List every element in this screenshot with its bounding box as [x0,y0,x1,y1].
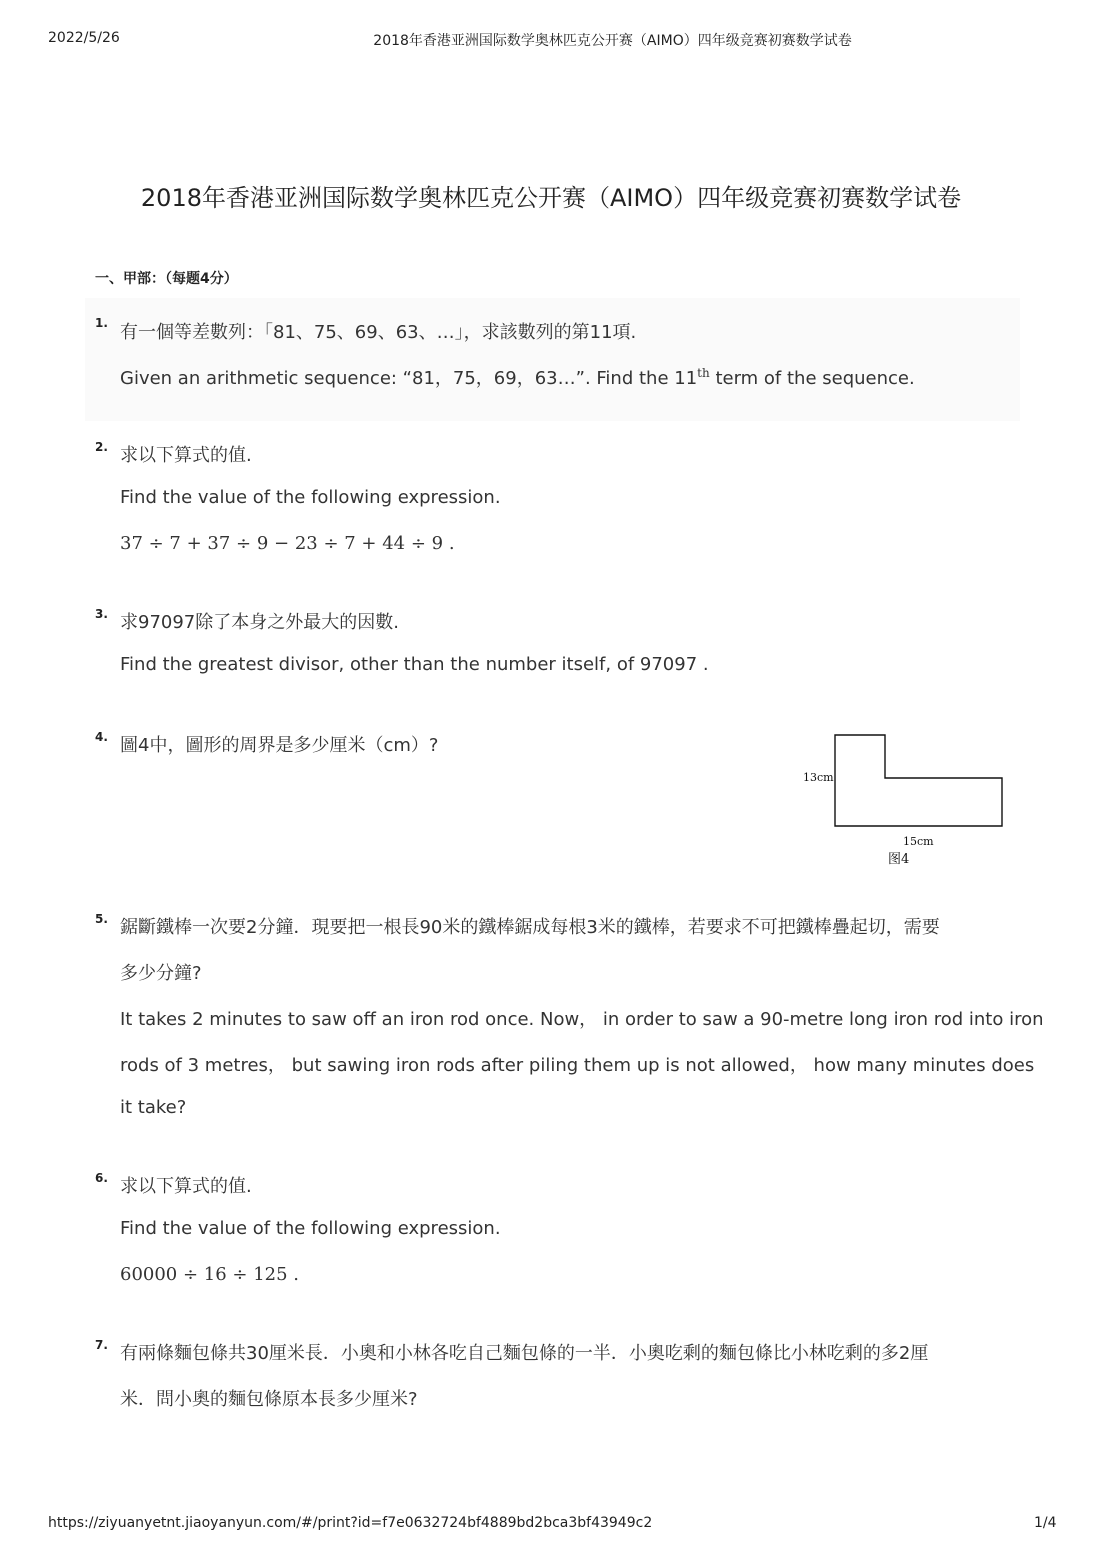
page-title: 2018年香港亚洲国际数学奥林匹克公开赛（AIMO）四年级竞赛初赛数学试卷 [140,184,962,212]
width-label: 15cm [903,835,934,848]
question-text-zh: 求以下算式的值. [120,445,252,466]
question-number: 6. [95,1171,108,1185]
l-shape-outline [835,735,1002,826]
question-text-en: It takes 2 minutes to saw off an iron rod once. Now， in order to saw a 90-metre long iron rod into iron [120,1009,1044,1030]
question-text-en: Find the greatest divisor, other than the number itself, of 97097 . [120,654,709,675]
question-text-en: rods of 3 metres， but sawing iron rods after piling them up is not allowed， how many minutes does [120,1055,1035,1076]
question-text-en: Given an arithmetic sequence: “81，75，69，63…”. Find the 11th term of the sequence. [120,366,915,389]
question-text-zh: 有一個等差數列：「81、75、69、63、…」，求該數列的第11項. [120,322,637,343]
question-text-zh: 求97097除了本身之外最大的因數. [120,612,399,633]
section-heading: 一、甲部：（每题4分） [95,271,238,287]
question-text-zh: 求以下算式的值. [120,1176,252,1197]
question-text-zh: 鋸斷鐵棒一次要2分鐘．現要把一根長90米的鐵棒鋸成每根3米的鐵棒，若要求不可把鐵棒疊起切，需要 [120,917,940,938]
math-expression: 37 ÷ 7 + 37 ÷ 9 − 23 ÷ 7 + 44 ÷ 9 . [120,533,455,554]
math-expression: 60000 ÷ 16 ÷ 125 . [120,1264,300,1285]
print-header-title: 2018年香港亚洲国际数学奥林匹克公开赛（AIMO）四年级竞赛初赛数学试卷 [373,33,852,49]
print-date: 2022/5/26 [48,30,120,46]
question-text-zh: 有兩條麵包條共30厘米長．小奧和小林各吃自己麵包條的一半．小奧吃剩的麵包條比小林吃剩的多2厘 [120,1343,929,1364]
figure-4-l-shape [795,725,1015,870]
question-number: 5. [95,912,108,926]
question-text-en: Find the value of the following expression. [120,1218,501,1239]
question-text-zh: 圖4中，圖形的周界是多少厘米（cm）? [120,735,439,756]
question-number: 3. [95,607,108,621]
question-1-highlight [85,298,1020,421]
question-number: 2. [95,440,108,454]
print-url: https://ziyuanyetnt.jiaoyanyun.com/#/print?id=f7e0632724bf4889bd2bca3bf43949c2 [48,1515,653,1531]
question-text-en: it take? [120,1097,187,1118]
question-number: 7. [95,1338,108,1352]
question-number: 1. [95,316,108,330]
figure-caption: 图4 [888,852,910,867]
question-number: 4. [95,730,108,744]
page-number: 1/4 [1034,1515,1057,1531]
question-text-en: Find the value of the following expression. [120,487,501,508]
question-text-zh: 多少分鐘? [120,963,202,984]
height-label: 13cm [803,771,834,784]
question-text-zh: 米．問小奧的麵包條原本長多少厘米? [120,1389,418,1410]
